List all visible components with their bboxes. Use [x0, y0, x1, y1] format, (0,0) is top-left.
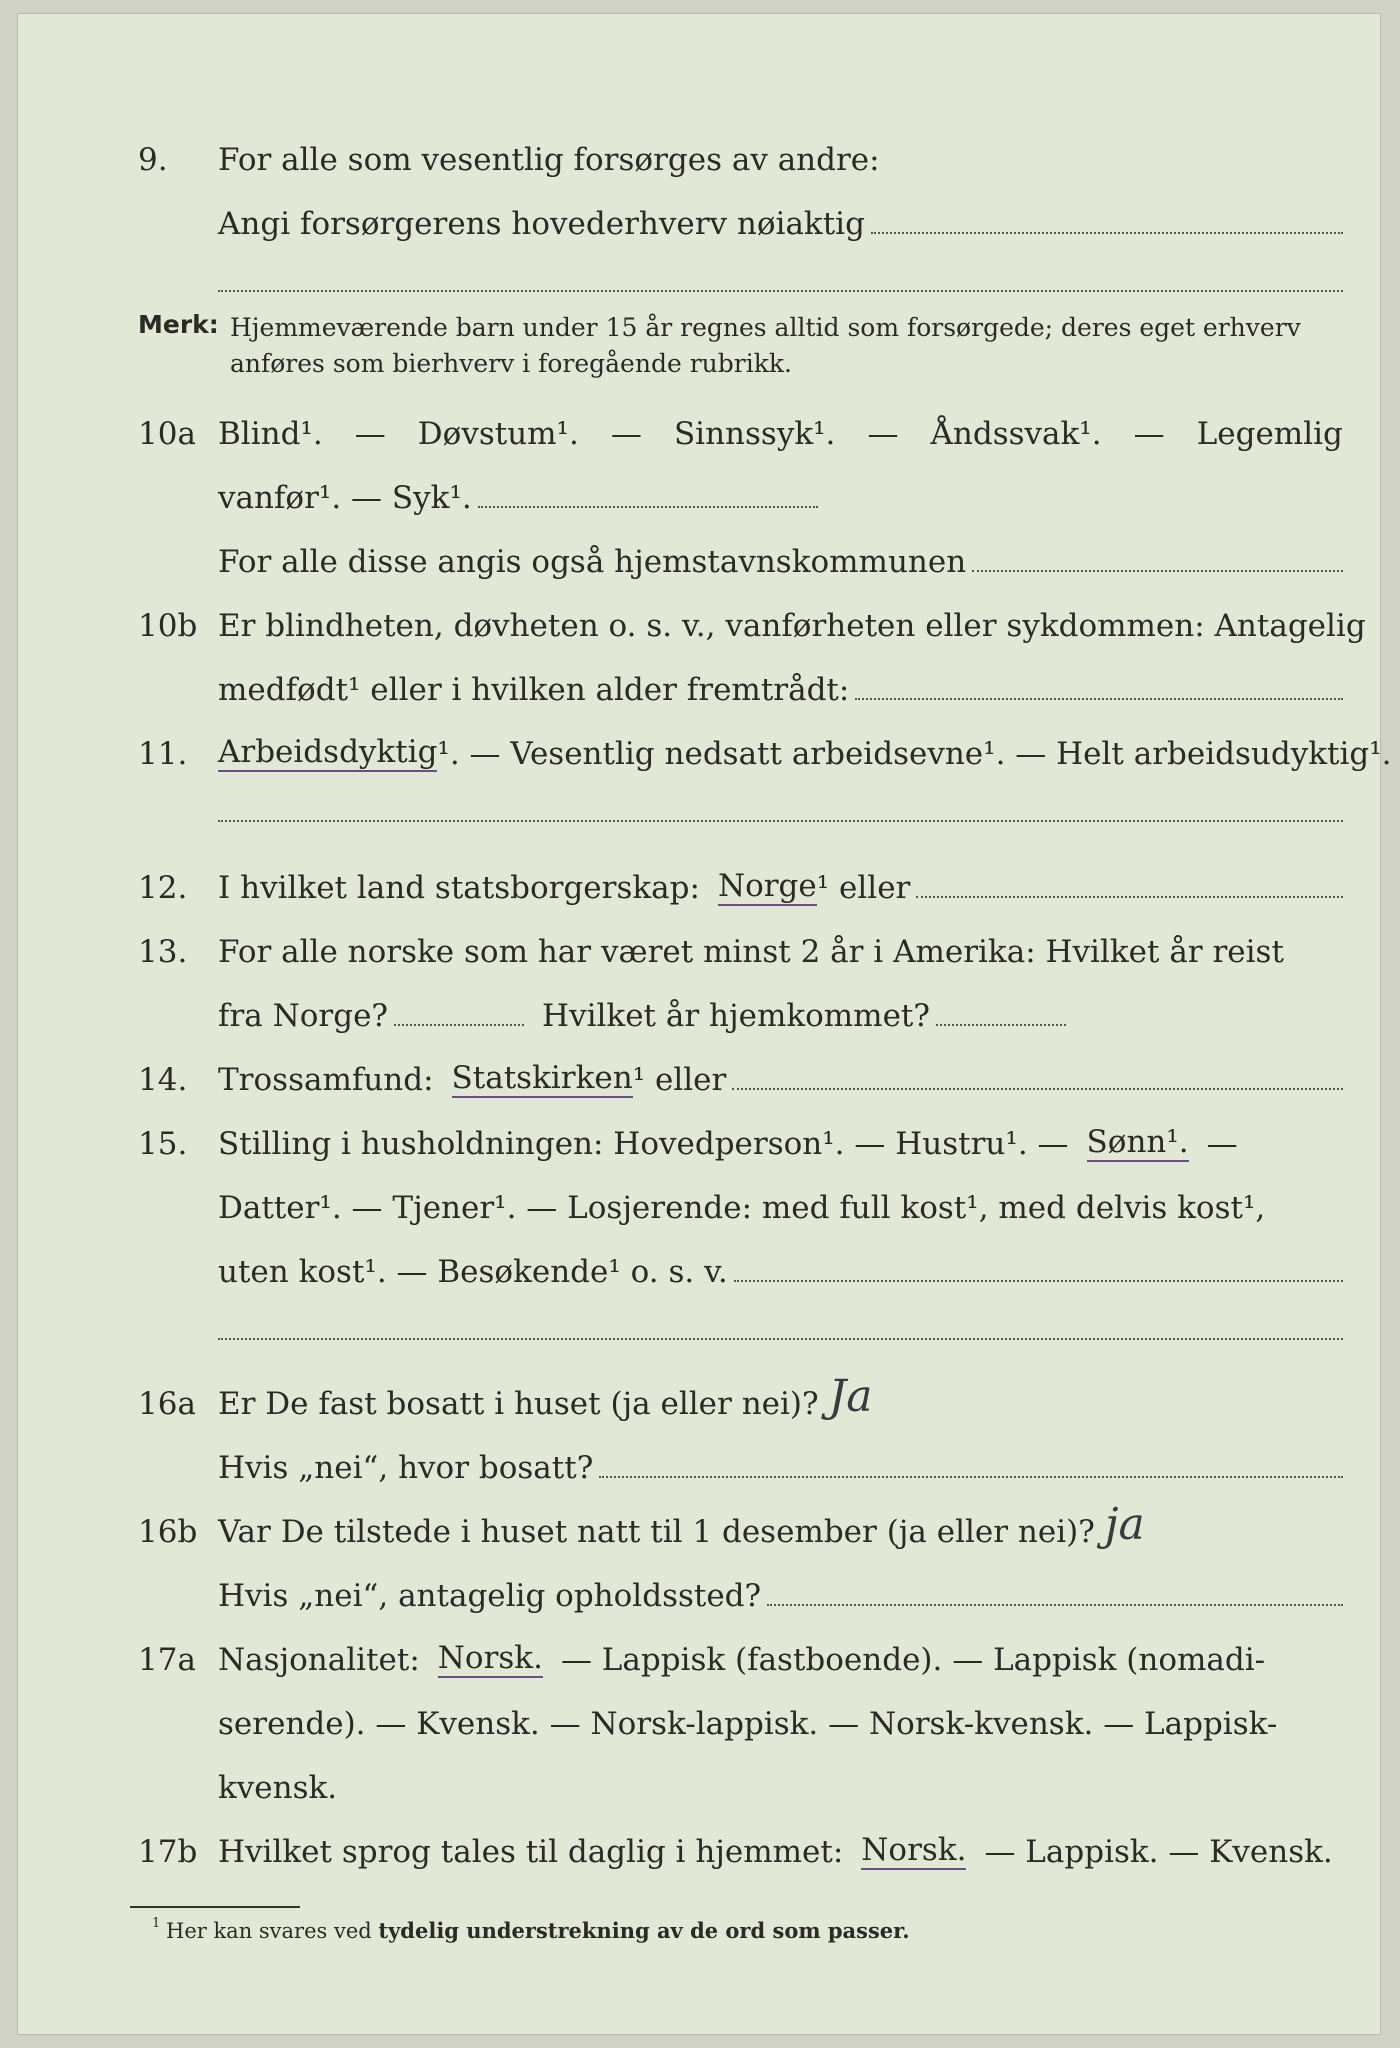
- q9-question: For alle som vesentlig forsørges av andre:: [218, 142, 880, 178]
- q17a-options-1: — Lappisk (fastboende). — Lappisk (nomadi-: [560, 1642, 1266, 1678]
- q15-row-1: 15. Stilling i husholdningen: Hovedperson¹. — Hustru¹. — Sønn¹. —: [138, 1124, 1238, 1162]
- q9-instruction: Angi forsørgerens hovederhverv nøiaktig: [218, 206, 865, 242]
- q10a-row-3: [138, 516, 1343, 580]
- q10a-row-2: [138, 452, 1343, 516]
- q16a-row-1: [138, 1340, 1343, 1422]
- q15-answer-line[interactable]: [218, 1290, 1343, 1340]
- q10a-answer-field[interactable]: [478, 506, 818, 508]
- q17b-number: 17b: [138, 1834, 198, 1870]
- q9-number: 9.: [138, 142, 168, 178]
- q10a-opt-sinnssyk[interactable]: Sinnssyk¹.: [673, 416, 836, 452]
- q14-opt-eller: ¹ eller: [632, 1062, 727, 1098]
- q12-number: 12.: [138, 870, 188, 906]
- q13-row-1: [138, 906, 1343, 970]
- q9-row-1: [138, 114, 1343, 178]
- q15-opt-sonn[interactable]: Sønn¹.: [1086, 1124, 1189, 1160]
- q9-row-2: [138, 178, 1343, 242]
- q10b-row-1: [138, 580, 1366, 644]
- q10b-question-2: medfødt¹ eller i hvilken alder fremtrådt:: [218, 672, 850, 708]
- q17a-options-3: kvensk.: [218, 1770, 338, 1806]
- q16b-row-2: [138, 1550, 1343, 1614]
- q10a-options: Blind¹. — Døvstum¹. — Sinnssyk¹. — Åndssvak¹. — Legemlig: [218, 416, 1343, 452]
- q13-reist-label: fra Norge?: [218, 998, 389, 1034]
- q11-answer-line[interactable]: [218, 772, 1343, 822]
- q10a-opt-dovstum[interactable]: Døvstum¹.: [417, 416, 579, 452]
- q14-number: 14.: [138, 1062, 188, 1098]
- q14-question: Trossamfund:: [218, 1062, 434, 1098]
- q10b-question: Er blindheten, døvheten o. s. v., vanførheten eller sykdommen: Antagelig: [218, 608, 1366, 644]
- q17a-options-2: serende). — Kvensk. — Norsk-lappisk. — Norsk-kvensk. — Lappisk-: [218, 1706, 1278, 1742]
- q16b-number: 16b: [138, 1514, 198, 1550]
- q15-answer-field[interactable]: [734, 1280, 1343, 1282]
- form-body: [138, 114, 1392, 1870]
- q12-answer-field[interactable]: [916, 896, 1343, 898]
- q10a-hjemstavn-field[interactable]: [972, 570, 1343, 572]
- q17a-row-2: [138, 1678, 1343, 1742]
- census-form-page: [18, 14, 1392, 2034]
- merk-text-1: Hjemmeværende barn under 15 år regnes alltid som forsørgede; deres eget erhverv: [230, 313, 1301, 342]
- q9-answer-line-2[interactable]: [218, 242, 1343, 292]
- q16a-row-2: [138, 1422, 1343, 1486]
- q16a-number: 16a: [138, 1386, 196, 1422]
- merk-label: Merk:: [138, 310, 219, 339]
- q16b-followup: Hvis „nei“, antagelig opholdssted?: [218, 1578, 762, 1614]
- q14-answer-field[interactable]: [732, 1088, 1343, 1090]
- q11-options: ¹. — Vesentlig nedsatt arbeidsevne¹. — Helt arbeidsudyktig¹.: [437, 736, 1392, 772]
- q10a-row-1: [138, 388, 1343, 452]
- q13-hjemkommet-label: Hvilket år hjemkommet?: [542, 998, 931, 1034]
- q10b-number: 10b: [138, 608, 198, 644]
- q17a-opt-norsk[interactable]: Norsk.: [437, 1640, 543, 1676]
- q17a-number: 17a: [138, 1642, 196, 1678]
- q15-options-2: Datter¹. — Tjener¹. — Losjerende: med full kost¹, med delvis kost¹,: [218, 1190, 1266, 1226]
- q17a-label: Nasjonalitet:: [218, 1642, 420, 1678]
- q14-row: [138, 1034, 1343, 1098]
- q11-opt-arbeidsdyktig[interactable]: Arbeidsdyktig: [218, 734, 438, 770]
- q16b-answer-field[interactable]: [767, 1604, 1343, 1606]
- q15-number: 15.: [138, 1126, 188, 1162]
- q17a-row-3: [138, 1742, 1343, 1806]
- q10a-hjemstavn-label: For alle disse angis også hjemstavnskommunen: [218, 544, 967, 580]
- q17b-opt-norsk[interactable]: Norsk.: [861, 1832, 967, 1868]
- q15-options-3: uten kost¹. — Besøkende¹ o. s. v.: [218, 1254, 728, 1290]
- q17b-options: — Lappisk. — Kvensk.: [984, 1834, 1333, 1870]
- q13-question: For alle norske som har været minst 2 år i Amerika: Hvilket år reist: [218, 934, 1284, 970]
- q17a-row-1: [138, 1614, 1343, 1678]
- footnote-mark: 1: [152, 1916, 161, 1931]
- q14-opt-statskirken[interactable]: Statskirken: [451, 1060, 633, 1096]
- q10b-answer-field[interactable]: [855, 698, 1343, 700]
- q16a-answer-field[interactable]: [599, 1476, 1343, 1478]
- q13-hjemkommet-field[interactable]: [936, 1024, 1066, 1026]
- q10b-row-2: [138, 644, 1343, 708]
- q9-answer-field[interactable]: [871, 232, 1343, 234]
- q16b-row-1: [138, 1486, 1343, 1550]
- merk-note: [138, 310, 1343, 382]
- q13-reist-field[interactable]: [394, 1024, 524, 1026]
- footnote-text: Her kan svares ved: [166, 1919, 372, 1943]
- q12-row: [138, 822, 1343, 906]
- footnote: [152, 1916, 910, 1943]
- q10a-opt-andssvak[interactable]: Åndssvak¹.: [930, 416, 1102, 452]
- q11-number: 11.: [138, 736, 188, 772]
- q13-number: 13.: [138, 934, 188, 970]
- q12-opt-norge[interactable]: Norge: [717, 868, 817, 904]
- q10a-number: 10a: [138, 416, 196, 452]
- footnote-bold-text: tydelig understrekning av de ord som passer.: [378, 1918, 910, 1943]
- q16a-question: Er De fast bosatt i huset (ja eller nei)?: [218, 1386, 819, 1422]
- footnote-divider: [130, 1906, 300, 1908]
- q10a-opt-blind[interactable]: Blind¹.: [218, 416, 323, 452]
- q16b-question: Var De tilstede i huset natt til 1 desember (ja eller nei)?: [218, 1514, 1095, 1550]
- q11-row: [138, 708, 1392, 772]
- q13-row-2: [138, 970, 1343, 1034]
- q15-row-2: [138, 1162, 1343, 1226]
- q12-question: I hvilket land statsborgerskap:: [218, 870, 700, 906]
- q16a-handwritten-answer[interactable]: Ja: [828, 1371, 873, 1422]
- q16a-followup: Hvis „nei“, hvor bosatt?: [218, 1450, 594, 1486]
- q17b-question: Hvilket sprog tales til daglig i hjemmet:: [218, 1834, 844, 1870]
- q15-question: Stilling i husholdningen: Hovedperson¹. — Hustru¹. —: [218, 1126, 1069, 1162]
- q16b-handwritten-answer[interactable]: ja: [1104, 1499, 1145, 1550]
- q10a-opt-legemlig[interactable]: Legemlig: [1196, 416, 1343, 452]
- merk-text-2: anføres som bierhverv i foregående rubrikk.: [230, 349, 792, 378]
- q17b-row: [138, 1806, 1343, 1870]
- q10a-opt-vanfor-syk[interactable]: vanfør¹. — Syk¹.: [218, 480, 472, 516]
- q12-opt-eller: ¹ eller: [816, 870, 911, 906]
- q15-row-3: [138, 1226, 1343, 1290]
